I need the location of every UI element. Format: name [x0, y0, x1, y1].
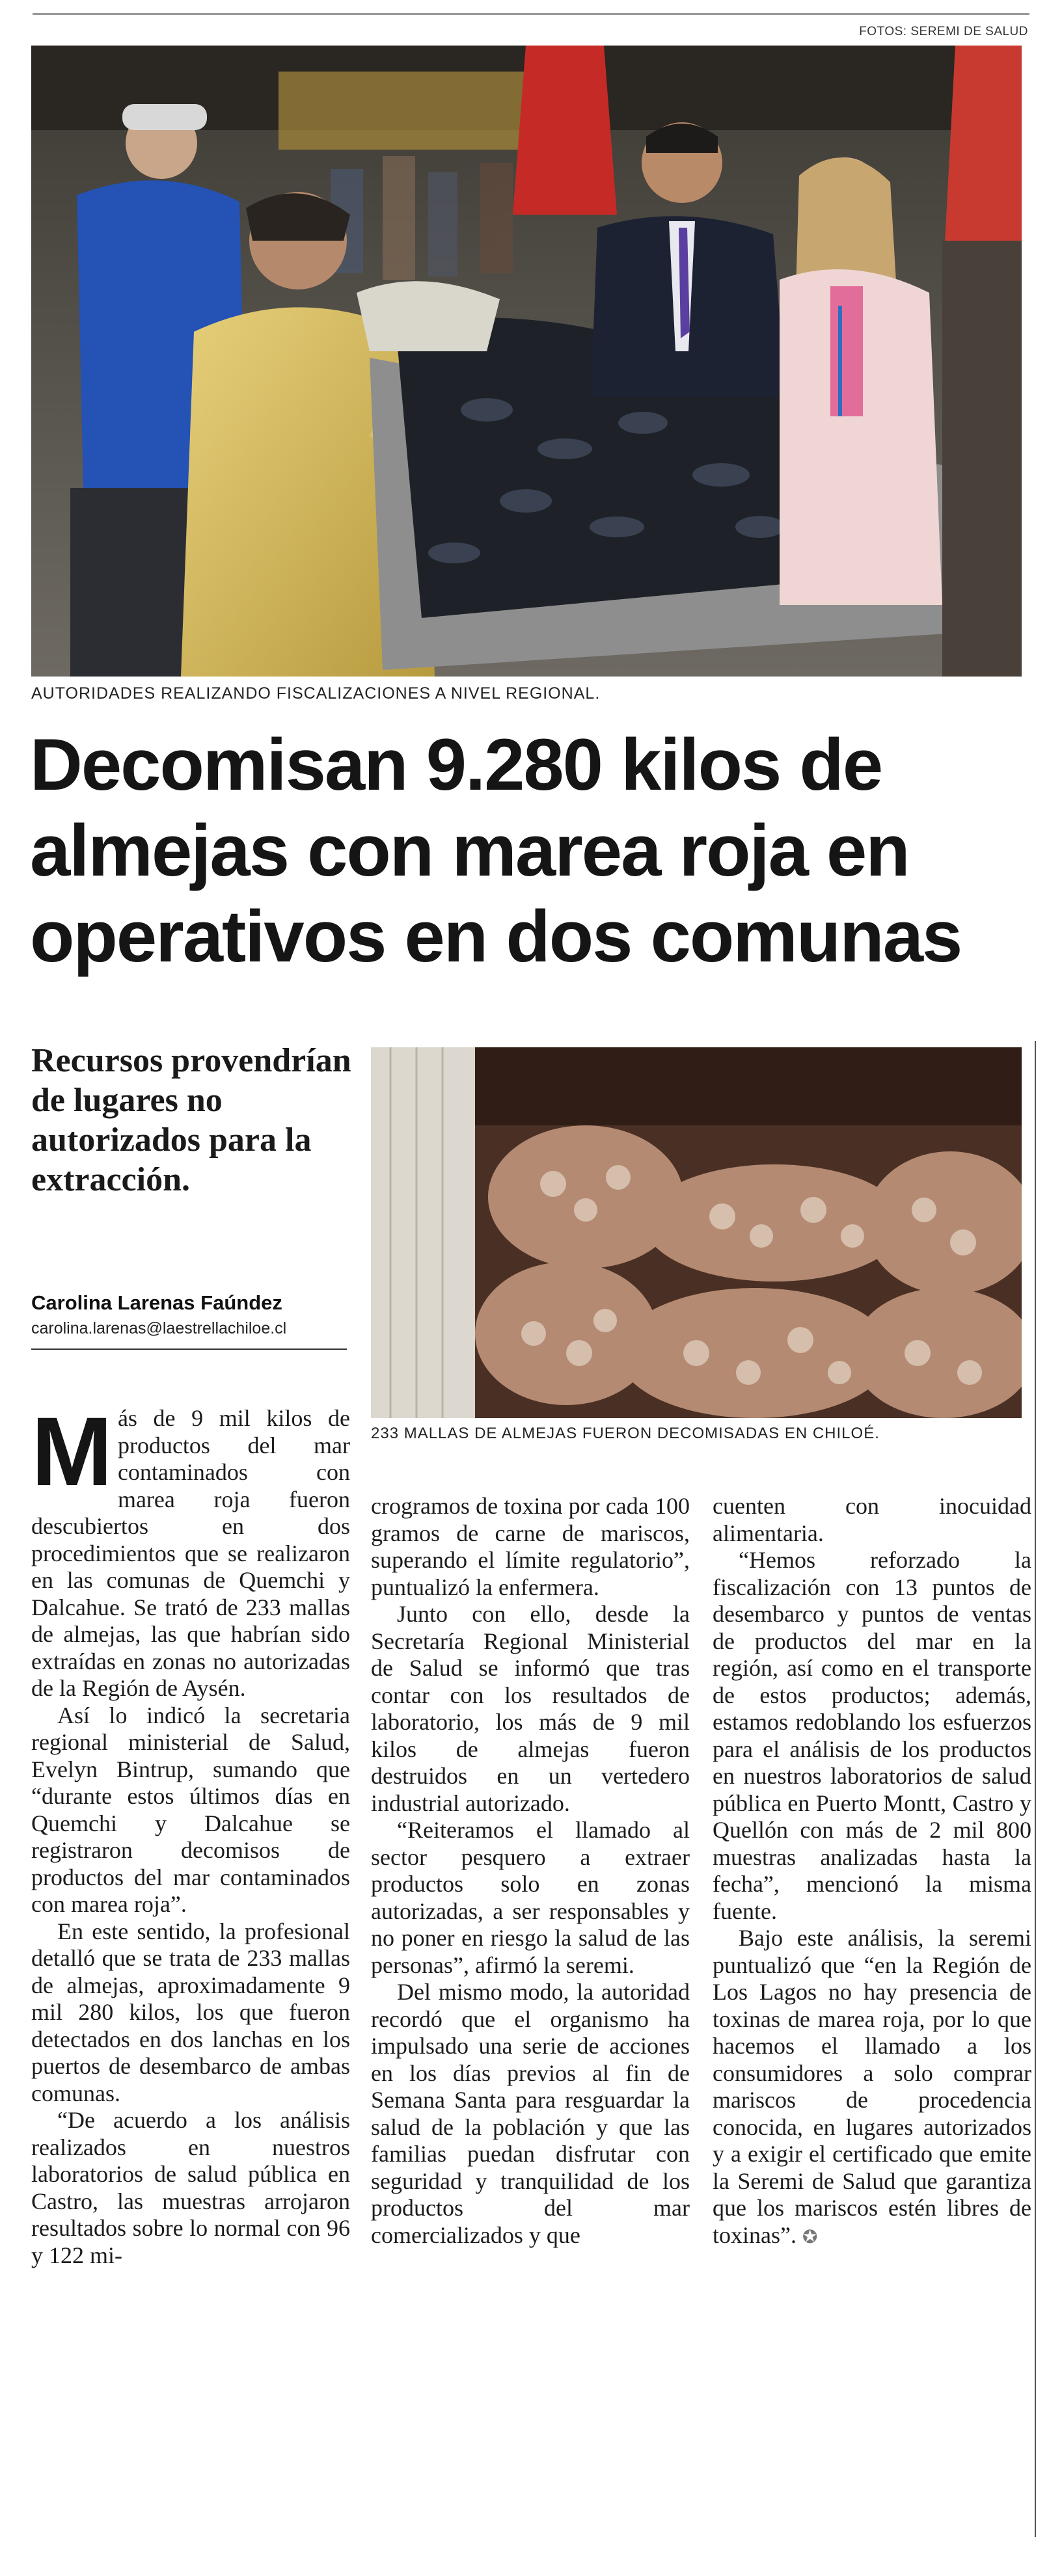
market-inspection-illustration [31, 46, 1022, 677]
author-email: carolina.larenas@laestrellachiloe.cl [31, 1319, 287, 1337]
author-name: Carolina Larenas Faúndez [31, 1291, 282, 1314]
body-paragraph: “De acuerdo a los análisis realizados en nuestros laboratorios de salud pública en Castro, las muestras arrojaron resultados sobre lo normal con 96 y 122 mi- [31, 2107, 350, 2268]
photo1-caption: AUTORIDADES REALIZANDO FISCALIZACIONES A NIVEL REGIONAL. [31, 684, 601, 703]
body-paragraph: cuenten con inocuidad alimentaria. [713, 1493, 1031, 1546]
body-paragraph: “Reiteramos el llamado al sector pesquero a extraer productos solo en zonas autorizadas, a ser responsables y no poner en riesgo la salud de las personas”, afirmó la seremi. [371, 1817, 690, 1978]
body-paragraph: En este sentido, la profesional detalló que se trata de 233 mallas de almejas, aproximadamente 9 mil 280 kilos, los que fueron detectados en dos lanchas en los puertos de desembarco de ambas comunas. [31, 1918, 350, 2106]
photo2-caption: 233 MALLAS DE ALMEJAS FUERON DECOMISADAS EN CHILOÉ. [371, 1425, 880, 1442]
body-paragraph: Así lo indicó la secretaria regional ministerial de Salud, Evelyn Bintrup, sumando que “durante estos últimos días en Quemchi y Dalcahue se registraron decomisos de productos del mar contaminados con marea roja”. [31, 1702, 350, 1917]
body-paragraph: Del mismo modo, la autoridad recordó que el organismo ha impulsado una serie de acciones en los días previos al fin de Semana Santa para resguardar la salud de la población y que las familias puedan disfrutar con seguridad y tranquilidad de los productos del mar comercializados y que [371, 1979, 690, 2248]
body-paragraph: Más de 9 mil kilos de productos del mar contaminados con marea roja fueron descubiertos en dos procedimientos que se realizaron en las comunas de Quemchi y Dalcahue. Se trató de 233 mallas de almejas, las que habrían sido extraídas en zonas no autorizadas de la Región de Aysén. [31, 1397, 350, 1701]
article-subhead: Recursos provendrían de lugares no autorizados para la extracción. [31, 1042, 351, 1198]
body-paragraph: Junto con ello, desde la Secretaría Regional Ministerial de Salud se informó que tras contar con los resultados de laboratorio, los más de 9 mil kilos de almejas fueron destruidos en un vertedero industrial autorizado. [371, 1601, 690, 1816]
drop-cap: M [31, 1397, 113, 1506]
body-paragraph: crogramos de toxina por cada 100 gramos de carne de mariscos, superando el límite regulatorio”, puntualizó la enfermera. [371, 1493, 690, 1600]
end-of-article-icon: ✪ [802, 2227, 818, 2247]
byline-rule [31, 1348, 347, 1350]
body-column-3 [713, 1493, 1031, 2251]
column-rule [1035, 1041, 1036, 2537]
body-column-1 [31, 1397, 350, 2269]
clam-sacks-illustration [371, 1047, 1022, 1418]
body-column-2 [371, 1493, 690, 2249]
article-headline: Decomisan 9.280 kilos de almejas con marea roja en operativos en dos comunas [30, 724, 962, 977]
photo-credit: FOTOS: SEREMI DE SALUD [859, 25, 1028, 38]
body-paragraph: “Hemos reforzado la fiscalización con 13 puntos de desembarco y puntos de ventas de productos del mar en la región, así como en el transporte de estos productos; además, estamos redoblando los esfuerzos para el análisis de los productos en nuestros laboratorios de salud pública en Puerto Montt, Castro y Quellón con más de 2 mil 800 muestras analizadas hasta la fecha”, mencionó la misma fuente. [713, 1547, 1031, 1924]
body-paragraph: Bajo este análisis, la seremi puntualizó que “en la Región de Los Lagos no hay presencia de toxinas de marea roja, por lo que hacemos el llamado a los consumidores a solo comprar mariscos de procedencia conocida, en lugares autorizados y a exigir el certificado que emite la Seremi de Salud que garantiza que los mariscos estén libres de toxinas”. ✪ [713, 1925, 1031, 2248]
clam-sacks-photo [371, 1047, 1022, 1418]
top-rule [33, 13, 1029, 15]
market-inspection-photo [31, 46, 1022, 677]
